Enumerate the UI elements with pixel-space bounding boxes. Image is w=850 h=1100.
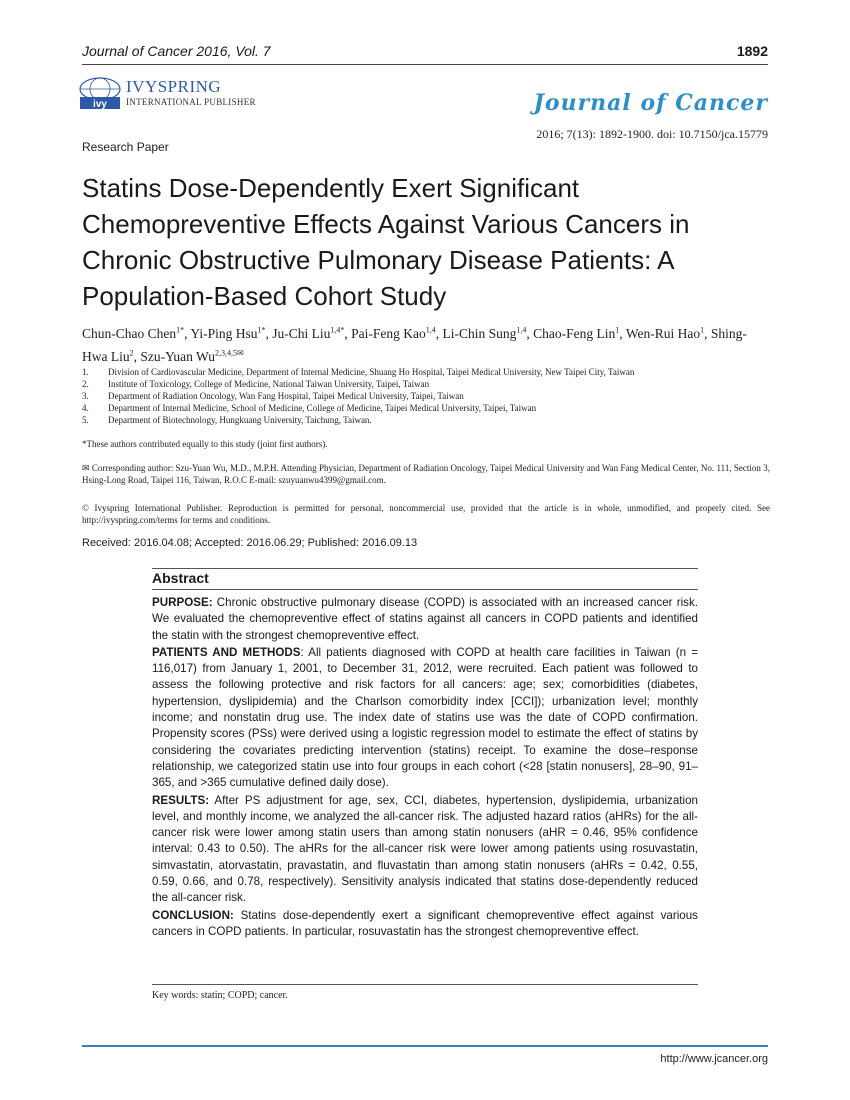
ivyspring-logo-icon xyxy=(78,75,122,111)
affiliation: 4. Department of Internal Medicine, School of Medicine, College of Medicine, Taipei Medical University, Taipei, Taiwan xyxy=(82,403,537,413)
journal-url[interactable]: http://www.jcancer.org xyxy=(660,1053,768,1065)
citation-line: 2016; 7(13): 1892-1900. doi: 10.7150/jca.15779 xyxy=(536,127,768,141)
author: Yi-Ping Hsu$^{1*}$, xyxy=(190,325,273,341)
paper-type: Research Paper xyxy=(82,140,169,154)
affiliation: 2. Institute of Toxicology, College of Medicine, National Taiwan University, Taipei, Taiwan xyxy=(82,379,430,389)
equal-contribution-note: *These authors contributed equally to this study (joint first authors). xyxy=(82,439,328,449)
abstract-body xyxy=(152,595,698,941)
author: Li-Chin Sung$^{1,4}$, xyxy=(442,325,534,341)
abstract-section-results: RESULTS: After PS adjustment for age, sex, CCI, diabetes, hypertension, dyslipidemia, urbanization level, and monthly income, we analyzed the all-cancer risk. The adjusted hazard ratios (aHRs) for the all-cancer risk were lower among statin users than among statin nonusers (aHR = 0.46, 95% confidence interval: 0.43 to 0.50). The aHRs for the all-cancer risk were lower among patients using rosuvastatin, simvastatin, atorvastatin, pravastatin, and fluvastatin than among statin nonusers (aHRs = 0.42, 0.55, 0.59, 0.66, and 0.78, respectively). Sensitivity analysis indicated that statins dose-dependently reduced the all-cancer risk. xyxy=(152,793,698,905)
copyright-notice: © Ivyspring International Publisher. Reproduction is permitted for personal, noncommercial use, provided that the article is in whole, unmodified, and properly cited. See http://ivyspring.com/terms for terms and conditions. xyxy=(82,503,770,525)
author: Szu-Yuan $Wu^{2,3,4,5✉}$ xyxy=(140,348,244,364)
keywords: Key words: statin; COPD; cancer. xyxy=(152,990,288,1001)
abstract-top-rule xyxy=(152,568,698,569)
publisher-name: IVYSPRING xyxy=(126,77,222,96)
svg-text:ivy: ivy xyxy=(93,99,107,110)
running-head: Journal of Cancer 2016, Vol. 7 xyxy=(82,43,271,59)
envelope-icon: ✉ xyxy=(236,348,244,358)
abstract-heading: Abstract xyxy=(152,570,209,586)
author-list xyxy=(82,320,772,367)
corresponding-author: ✉ Corresponding author: Szu-Yuan Wu, M.D., M.P.H. Attending Physician, Department of Radiation Oncology, Taipei Medical University and Wan Fang Medical Center, No. 111, Section 3, Hsing-Long Road, Taipei 116, Taiwan, R.O.C E-mail: szuyuanwu4399@gmail.com. xyxy=(82,463,770,485)
affiliation: 5. Department of Biotechnology, Hungkuang University, Taichung, Taiwan. xyxy=(82,415,372,425)
header-rule xyxy=(82,64,768,65)
author: Chun-Chao Chen$^{1*}$, xyxy=(82,325,191,341)
abstract-bottom-rule xyxy=(152,984,698,985)
abstract-section-purpose: PURPOSE: Chronic obstructive pulmonary disease (COPD) is associated with an increased cancer risk. We evaluated the chemopreventive effect of statins against all cancers in COPD patients and identified the statin with the strongest chemopreventive effect. xyxy=(152,596,698,642)
author: Wen-Rui Hao$^1$, xyxy=(625,325,711,341)
abstract-heading-rule xyxy=(152,589,698,590)
journal-logo: Journal of Cancer xyxy=(533,90,768,116)
author: Pai-Feng Kao$^{1,4}$, xyxy=(351,325,443,341)
author: Chao-Feng Lin$^1$, xyxy=(533,325,626,341)
author: Ju-Chi Liu$^{1,4*}$, xyxy=(272,325,352,341)
publication-dates: Received: 2016.04.08; Accepted: 2016.06.29; Published: 2016.09.13 xyxy=(82,537,418,549)
affiliation-list xyxy=(82,366,772,426)
page-number: 1892 xyxy=(736,43,768,59)
affiliation: 1. Division of Cardiovascular Medicine, Department of Internal Medicine, Shuang Ho Hospital, Taipei Medical University, New Taipei City, Taiwan xyxy=(82,367,635,377)
affiliation: 3. Department of Radiation Oncology, Wan Fang Hospital, Taipei Medical University, Taipei, Taiwan xyxy=(82,391,464,401)
publisher-subtitle: INTERNATIONAL PUBLISHER xyxy=(126,97,256,107)
abstract-section-conclusion: CONCLUSION: Statins dose-dependently exert a significant chemopreventive effect against various cancers in COPD patients. In particular, rosuvastatin has the strongest chemopreventive effect. xyxy=(152,908,698,938)
footer-rule xyxy=(82,1045,768,1047)
abstract-section-methods: PATIENTS AND METHODS: All patients diagnosed with COPD at health care facilities in Taiwan (n = 116,017) from January 1, 2001, to December 31, 2012, were recruited. Each patient was followed to assess the following protective and risk factors for all cancers: age; sex; comorbidities (diabetes, hypertension, dyslipidemia) and the Charlson comorbidity index [CCI]); urbanization level; monthly income; and nonstatin drug use. The index date of statins use was the date of COPD confirmation. Propensity scores (PSs) were derived using a logistic regression model to estimate the effect of statins by considering the covariates predicting intervention (statins) receipt. To examine the dose–response relationship, we categorized statin use into four groups in each cohort (<28 [statin nonusers], 28–90, 91–365, and >365 cumulative defined daily dose). xyxy=(152,645,698,790)
author: Shing-Hwa Liu$^2$, xyxy=(82,325,747,364)
article-title: Statins Dose-Dependently Exert Significant Chemopreventive Effects Against Various Cancers in Chronic Obstructive Pulmonary Disease Patients: A Population-Based Cohort Study xyxy=(82,173,690,311)
publisher-logo xyxy=(78,75,268,115)
